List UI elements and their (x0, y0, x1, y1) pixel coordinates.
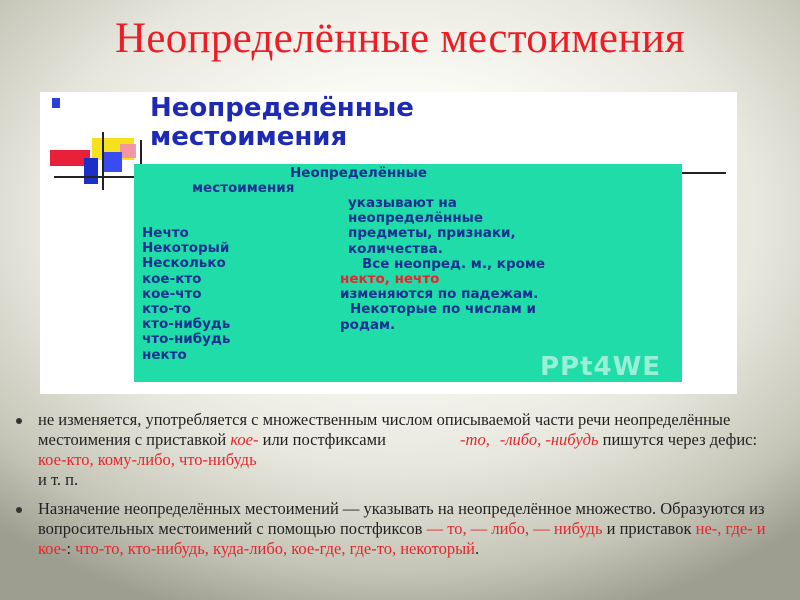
bullet-text: Назначение неопределённых местоимений — указывать на неопределённое множество. Образуются из вопросительных местоимений с помощью постфиксов (38, 499, 765, 538)
pronoun-item: Некоторый (142, 240, 230, 257)
pronoun-item: кое-что (142, 285, 202, 302)
bullet-highlight: что-то, кто-нибудь, куда-либо, кое-где, где-то, некоторый (75, 539, 475, 558)
pronoun-item: что-нибудь (142, 331, 231, 348)
decor-line (102, 132, 104, 190)
bullet-icon (16, 418, 22, 424)
description-line: указывают на (348, 195, 457, 211)
description-line: предметы, признаки, (348, 225, 516, 242)
description-line: неопределённые (348, 210, 484, 227)
watermark-logo: PPt4WE (540, 352, 662, 382)
bullet-item (14, 410, 788, 490)
pronoun-item: кто-нибудь (142, 316, 231, 333)
bullet-highlight: -либо, -нибудь (499, 430, 599, 449)
bullet-text: . (475, 539, 480, 558)
description-line: изменяются по падежам. (340, 286, 539, 303)
decor-blue-square (84, 158, 98, 184)
box-heading: местоимения (192, 180, 295, 196)
image-heading-line: местоимения (150, 122, 348, 152)
box-heading: Неопределённые (290, 165, 427, 181)
table-image (40, 92, 737, 394)
decor-pink-square (120, 144, 136, 158)
bullet-list (14, 410, 788, 559)
pronoun-item: Несколько (142, 255, 226, 272)
pronoun-item: кое-кто (142, 270, 202, 287)
bullet-item (14, 499, 788, 559)
pronoun-list (142, 226, 230, 363)
description-line-highlight: некто, нечто (340, 271, 440, 288)
bullet-text: пишутся через дефис: (598, 430, 758, 449)
bullet-text: или постфиксами (258, 430, 391, 449)
pronoun-item: некто (142, 346, 187, 363)
description-line: Все неопред. м., кроме (362, 255, 546, 272)
bullet-highlight: кое-кто, кому-либо, что-нибудь (38, 450, 257, 469)
slide-title: Неопределённые местоимения (114, 15, 685, 62)
bullet-text: и т. п. (38, 470, 79, 489)
bullet-text: и приставок (602, 519, 696, 538)
bullet-highlight: кое- (230, 430, 259, 449)
info-box (134, 164, 682, 382)
decor-blue-square (52, 98, 60, 108)
image-heading-line: Неопределённые (150, 93, 414, 123)
pronoun-item: кто-то (142, 301, 191, 318)
decor-blue-square (102, 152, 122, 172)
bullet-text: : (66, 539, 76, 558)
image-heading (150, 94, 414, 152)
bullet-highlight: -то, (460, 430, 490, 449)
bullet-highlight: не-, где- и кое- (38, 519, 766, 558)
bullet-highlight: — то, — либо, — нибудь (426, 519, 603, 538)
bullet-icon (16, 507, 22, 513)
description-line: родам. (340, 316, 396, 333)
decor-line (682, 172, 726, 174)
description-line: количества. (348, 240, 443, 257)
pronoun-item: Нечто (142, 225, 189, 241)
description-list (334, 196, 545, 333)
body-text (14, 410, 788, 568)
bullet-text: не изменяется, употребляется с множественным числом описываемой части речи неопределённые местоимения с приставкой (38, 410, 731, 449)
description-line: Некоторые по числам и (350, 301, 536, 318)
